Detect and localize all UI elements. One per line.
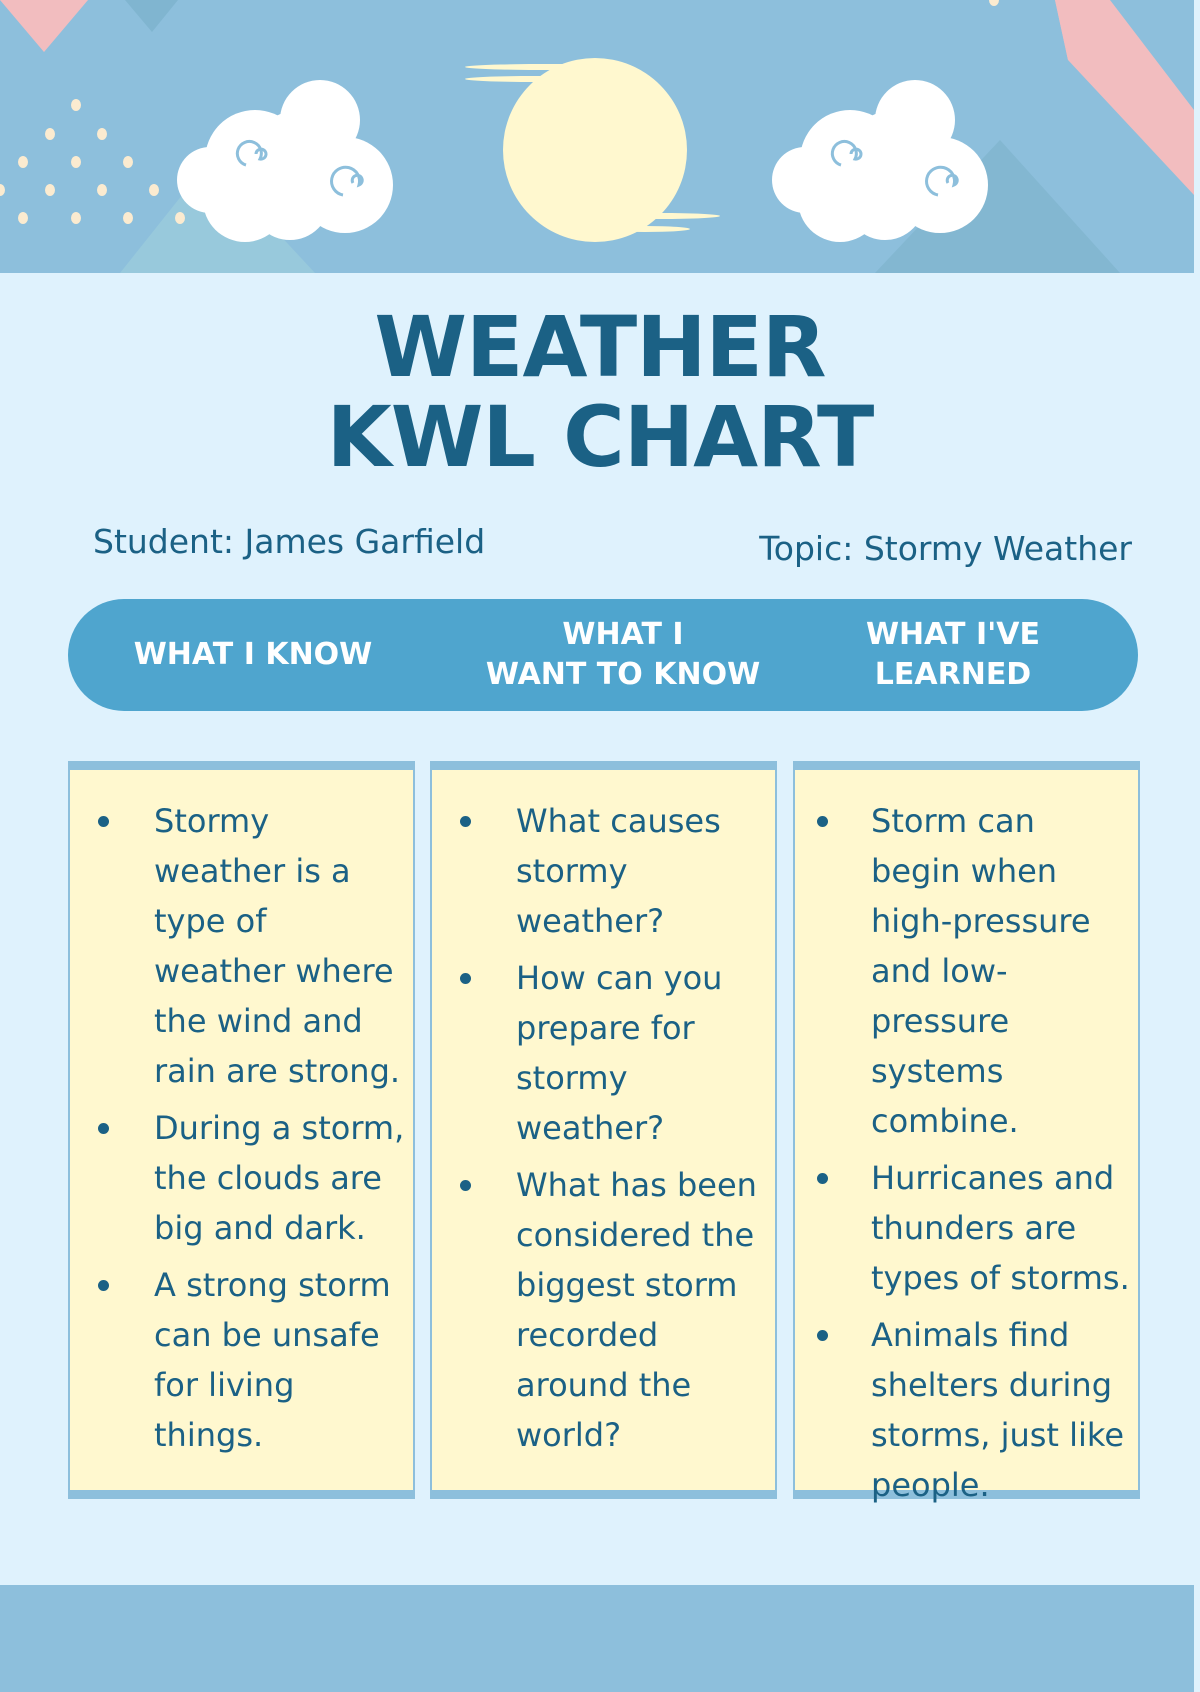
column-header-learned-line-2: LEARNED <box>874 657 1032 692</box>
learned-card <box>793 761 1140 1504</box>
column-header-bar <box>68 599 1138 711</box>
bullet-icon <box>817 816 828 827</box>
column-header-want-line-1: WHAT I <box>562 617 684 652</box>
list-item-text: How can you prepare for stormy weather? <box>516 959 723 1147</box>
list-item <box>795 1153 1138 1303</box>
column-header-learned <box>808 599 1098 711</box>
column-header-learned-line-1: WHAT I'VE <box>865 617 1041 652</box>
list-item-text: Animals find shelters during storms, just like people. <box>871 1316 1124 1504</box>
footer-banner <box>0 1585 1194 1692</box>
list-item-text: Stormy weather is a type of weather where the wind and rain are strong. <box>154 802 401 1090</box>
list-item-text: What causes stormy weather? <box>516 802 721 940</box>
list-item-text: What has been considered the biggest storm recorded around the world? <box>516 1166 757 1454</box>
learned-list <box>795 770 1138 1510</box>
weather-illustration <box>0 0 1194 273</box>
list-item <box>795 796 1138 1146</box>
topic-label: Topic: Stormy Weather <box>759 529 1132 568</box>
bullet-icon <box>98 1123 109 1134</box>
title-line-2: KWL CHART <box>326 388 874 486</box>
want-list <box>432 770 775 1460</box>
list-item-text: During a storm, the clouds are big and dark. <box>154 1109 405 1247</box>
triangle-top-shape <box>125 0 178 32</box>
bullet-icon <box>98 1280 109 1291</box>
list-item <box>432 1160 775 1460</box>
bullet-icon <box>817 1173 828 1184</box>
sun-icon <box>465 58 720 242</box>
list-item <box>70 796 413 1096</box>
title-line-1: WEATHER <box>374 298 826 396</box>
want-card <box>430 761 777 1499</box>
know-list <box>70 770 413 1460</box>
bullet-icon <box>460 816 471 827</box>
bullet-icon <box>817 1330 828 1341</box>
pink-triangle-left <box>0 0 88 52</box>
list-item <box>432 953 775 1153</box>
list-item <box>795 1310 1138 1510</box>
know-card <box>68 761 415 1499</box>
bullet-icon <box>460 973 471 984</box>
bullet-icon <box>98 816 109 827</box>
list-item <box>70 1103 413 1253</box>
list-item-text: Storm can begin when high-pressure and low-pressure systems combine. <box>871 802 1091 1140</box>
bullet-icon <box>460 1180 471 1191</box>
list-item-text: A strong storm can be unsafe for living things. <box>154 1266 391 1454</box>
list-item <box>432 796 775 946</box>
cloud-left-icon <box>177 80 393 242</box>
column-header-want-line-2: WANT TO KNOW <box>485 657 761 692</box>
student-label: Student: James Garfield <box>93 522 486 561</box>
header-banner <box>0 0 1194 273</box>
list-item-text: Hurricanes and thunders are types of storms. <box>871 1159 1130 1297</box>
column-header-know-line-1: WHAT I KNOW <box>133 637 373 672</box>
column-header-know <box>108 599 398 711</box>
list-item <box>70 1260 413 1460</box>
page-title <box>0 298 1200 486</box>
cloud-right-icon <box>772 80 988 242</box>
column-header-want <box>448 599 798 711</box>
